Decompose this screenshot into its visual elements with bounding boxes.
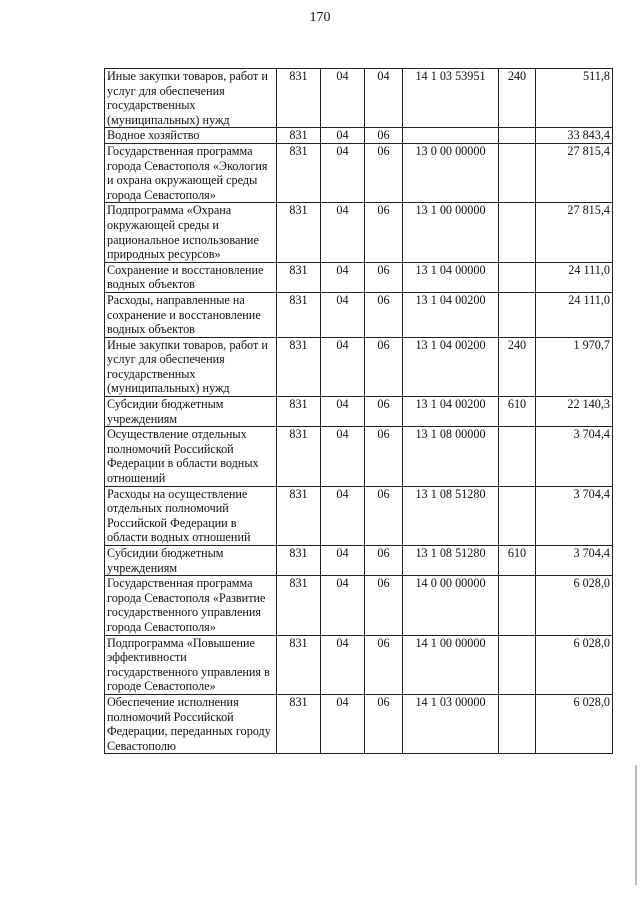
cell-name: Водное хозяйство bbox=[105, 128, 277, 144]
cell-department-code: 831 bbox=[277, 694, 321, 753]
cell-department-code: 831 bbox=[277, 427, 321, 486]
cell-subsection: 06 bbox=[365, 143, 403, 202]
cell-target-article: 13 1 08 00000 bbox=[403, 427, 499, 486]
cell-expense-type bbox=[499, 694, 536, 753]
cell-subsection: 06 bbox=[365, 292, 403, 337]
cell-expense-type bbox=[499, 292, 536, 337]
cell-department-code: 831 bbox=[277, 143, 321, 202]
cell-subsection: 06 bbox=[365, 397, 403, 427]
table-row bbox=[105, 427, 613, 486]
cell-target-article: 13 1 04 00200 bbox=[403, 292, 499, 337]
cell-subsection: 06 bbox=[365, 128, 403, 144]
cell-amount: 27 815,4 bbox=[536, 203, 613, 262]
cell-target-article: 14 1 00 00000 bbox=[403, 635, 499, 694]
cell-subsection: 06 bbox=[365, 576, 403, 635]
cell-name: Государственная программа города Севастополя «Экология и охрана окружающей среды города Севастополя» bbox=[105, 143, 277, 202]
cell-section: 04 bbox=[321, 203, 365, 262]
cell-expense-type bbox=[499, 203, 536, 262]
cell-section: 04 bbox=[321, 397, 365, 427]
cell-subsection: 06 bbox=[365, 635, 403, 694]
cell-name: Расходы на осуществление отдельных полномочий Российской Федерации в области водных отношений bbox=[105, 486, 277, 545]
cell-amount: 1 970,7 bbox=[536, 337, 613, 396]
table-row bbox=[105, 486, 613, 545]
cell-section: 04 bbox=[321, 262, 365, 292]
table-row bbox=[105, 397, 613, 427]
table-row bbox=[105, 635, 613, 694]
cell-subsection: 06 bbox=[365, 203, 403, 262]
cell-department-code: 831 bbox=[277, 69, 321, 128]
table-row bbox=[105, 576, 613, 635]
cell-department-code: 831 bbox=[277, 262, 321, 292]
cell-section: 04 bbox=[321, 292, 365, 337]
table-row bbox=[105, 546, 613, 576]
cell-amount: 3 704,4 bbox=[536, 546, 613, 576]
table-row bbox=[105, 337, 613, 396]
cell-section: 04 bbox=[321, 337, 365, 396]
cell-target-article: 13 1 00 00000 bbox=[403, 203, 499, 262]
cell-section: 04 bbox=[321, 486, 365, 545]
cell-amount: 3 704,4 bbox=[536, 427, 613, 486]
cell-amount: 6 028,0 bbox=[536, 694, 613, 753]
budget-table bbox=[104, 68, 613, 754]
cell-department-code: 831 bbox=[277, 635, 321, 694]
cell-expense-type bbox=[499, 576, 536, 635]
cell-section: 04 bbox=[321, 143, 365, 202]
cell-amount: 6 028,0 bbox=[536, 576, 613, 635]
cell-subsection: 06 bbox=[365, 427, 403, 486]
cell-name: Расходы, направленные на сохранение и восстановление водных объектов bbox=[105, 292, 277, 337]
cell-expense-type bbox=[499, 128, 536, 144]
cell-target-article: 13 1 08 51280 bbox=[403, 546, 499, 576]
cell-department-code: 831 bbox=[277, 337, 321, 396]
cell-expense-type bbox=[499, 143, 536, 202]
cell-subsection: 06 bbox=[365, 337, 403, 396]
table-row bbox=[105, 128, 613, 144]
cell-name: Осуществление отдельных полномочий Российской Федерации в области водных отношений bbox=[105, 427, 277, 486]
cell-section: 04 bbox=[321, 576, 365, 635]
cell-name: Обеспечение исполнения полномочий Российской Федерации, переданных городу Севастополю bbox=[105, 694, 277, 753]
cell-department-code: 831 bbox=[277, 486, 321, 545]
cell-section: 04 bbox=[321, 694, 365, 753]
cell-name: Подпрограмма «Охрана окружающей среды и рациональное использование природных ресурсов» bbox=[105, 203, 277, 262]
cell-target-article: 13 0 00 00000 bbox=[403, 143, 499, 202]
cell-department-code: 831 bbox=[277, 128, 321, 144]
cell-amount: 22 140,3 bbox=[536, 397, 613, 427]
cell-amount: 33 843,4 bbox=[536, 128, 613, 144]
cell-section: 04 bbox=[321, 69, 365, 128]
cell-expense-type: 240 bbox=[499, 69, 536, 128]
cell-target-article: 13 1 04 00200 bbox=[403, 337, 499, 396]
cell-section: 04 bbox=[321, 635, 365, 694]
table-row bbox=[105, 69, 613, 128]
page-number: 170 bbox=[309, 10, 331, 25]
cell-name: Государственная программа города Севастополя «Развитие государственного управления города Севастополя» bbox=[105, 576, 277, 635]
cell-expense-type bbox=[499, 486, 536, 545]
cell-expense-type bbox=[499, 427, 536, 486]
cell-target-article: 14 1 03 53951 bbox=[403, 69, 499, 128]
cell-amount: 24 111,0 bbox=[536, 292, 613, 337]
cell-expense-type bbox=[499, 635, 536, 694]
scan-edge-mark bbox=[635, 765, 637, 885]
table-row bbox=[105, 203, 613, 262]
table-row bbox=[105, 143, 613, 202]
table-row bbox=[105, 262, 613, 292]
cell-name: Субсидии бюджетным учреждениям bbox=[105, 397, 277, 427]
cell-amount: 511,8 bbox=[536, 69, 613, 128]
cell-amount: 6 028,0 bbox=[536, 635, 613, 694]
cell-target-article: 13 1 04 00000 bbox=[403, 262, 499, 292]
cell-subsection: 04 bbox=[365, 69, 403, 128]
cell-amount: 24 111,0 bbox=[536, 262, 613, 292]
cell-name: Сохранение и восстановление водных объектов bbox=[105, 262, 277, 292]
cell-amount: 27 815,4 bbox=[536, 143, 613, 202]
cell-subsection: 06 bbox=[365, 546, 403, 576]
cell-department-code: 831 bbox=[277, 292, 321, 337]
cell-section: 04 bbox=[321, 427, 365, 486]
table-row bbox=[105, 292, 613, 337]
budget-table-body bbox=[105, 69, 613, 754]
cell-department-code: 831 bbox=[277, 203, 321, 262]
cell-target-article: 14 0 00 00000 bbox=[403, 576, 499, 635]
cell-amount: 3 704,4 bbox=[536, 486, 613, 545]
cell-name: Иные закупки товаров, работ и услуг для обеспечения государственных (муниципальных) нужд bbox=[105, 69, 277, 128]
cell-target-article bbox=[403, 128, 499, 144]
cell-name: Подпрограмма «Повышение эффективности государственного управления в городе Севастополе» bbox=[105, 635, 277, 694]
cell-name: Субсидии бюджетным учреждениям bbox=[105, 546, 277, 576]
cell-target-article: 13 1 08 51280 bbox=[403, 486, 499, 545]
cell-department-code: 831 bbox=[277, 546, 321, 576]
table-row bbox=[105, 694, 613, 753]
cell-subsection: 06 bbox=[365, 694, 403, 753]
cell-expense-type bbox=[499, 262, 536, 292]
cell-expense-type: 610 bbox=[499, 397, 536, 427]
cell-section: 04 bbox=[321, 128, 365, 144]
cell-department-code: 831 bbox=[277, 397, 321, 427]
cell-section: 04 bbox=[321, 546, 365, 576]
cell-subsection: 06 bbox=[365, 486, 403, 545]
cell-name: Иные закупки товаров, работ и услуг для обеспечения государственных (муниципальных) нужд bbox=[105, 337, 277, 396]
cell-department-code: 831 bbox=[277, 576, 321, 635]
cell-target-article: 13 1 04 00200 bbox=[403, 397, 499, 427]
cell-expense-type: 610 bbox=[499, 546, 536, 576]
cell-subsection: 06 bbox=[365, 262, 403, 292]
cell-expense-type: 240 bbox=[499, 337, 536, 396]
cell-target-article: 14 1 03 00000 bbox=[403, 694, 499, 753]
